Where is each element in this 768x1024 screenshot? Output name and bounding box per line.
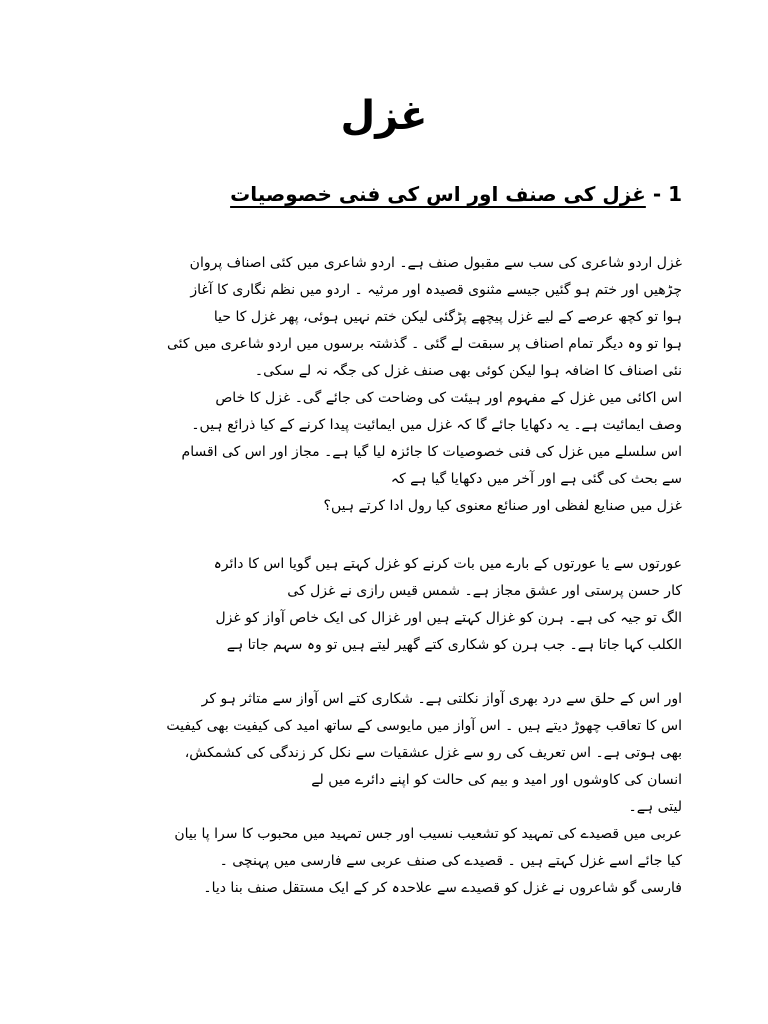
paragraph-line: اور اس کے حلق سے درد بھری آواز نکلتی ہے۔ شکاری کتے اس آواز سے متاثر ہو کر <box>201 691 682 707</box>
paragraph-definition <box>82 551 682 659</box>
paragraph-line: بھی ہوتی ہے۔ اس تعریف کی رو سے غزل عشقیات سے نکل کر زندگی کی کشمکش، <box>184 745 682 761</box>
paragraph-line: لیتی ہے۔ <box>628 799 682 815</box>
paragraph-origin <box>82 686 682 902</box>
paragraph-line: الگ تو جیہ کی ہے۔ ہرن کو غزال کہتے ہیں اور غزال کی ایک خاص آواز کو غزل <box>215 610 682 626</box>
paragraph-line: فارسی گو شاعروں نے غزل کو قصیدے سے علاحدہ کر کے ایک مستقل صنف بنا دیا۔ <box>203 880 682 896</box>
section-heading <box>230 176 682 212</box>
paragraph-introduction <box>82 250 682 520</box>
paragraph-line: غزل میں صنایع لفظی اور صنائع معنوی کیا رول ادا کرتے ہیں؟ <box>323 498 682 514</box>
paragraph-line: الکلب کہا جاتا ہے۔ جب ہرن کو شکاری کتے گھیر لیتے ہیں تو وہ سہم جاتا ہے <box>226 637 682 653</box>
section-heading-number: 1 - <box>652 182 682 206</box>
paragraph-line: سے بحث کی گئی ہے اور آخر میں دکھایا گیا ہے کہ <box>390 471 682 487</box>
paragraph-line: چڑھیں اور ختم ہو گئیں جیسے مثنوی قصیدہ اور مرثیہ ۔ اردو میں نظم نگاری کا آغاز <box>190 282 682 298</box>
paragraph-line: عربی میں قصیدے کی تمہید کو تشعیب نسیب اور جس تمہید میں محبوب کا سرا پا بیان <box>174 826 682 842</box>
paragraph-line: ہوا تو وہ دیگر تمام اصناف پر سبقت لے گئی ۔ گذشتہ برسوں میں اردو شاعری میں کئی <box>166 336 682 352</box>
paragraph-line: کیا جائے اسے غزل کہتے ہیں ۔ قصیدے کی صنف عربی سے فارسی میں پہنچی ۔ <box>219 853 682 869</box>
document-title: غزل <box>340 93 428 139</box>
paragraph-line: ہوا تو کچھ عرصے کے لیے غزل پیچھے پڑگئی لیکن ختم نہیں ہوئی، پھر غزل کا حیا <box>213 309 682 325</box>
paragraph-line: اس کا تعاقب چھوڑ دیتے ہیں ۔ اس آواز میں مایوسی کے ساتھ امید کی کیفیت بھی کیفیت <box>166 718 682 734</box>
paragraph-line: انسان کی کاوشوں اور امید و بیم کی حالت کو اپنے دائرے میں لے <box>311 772 682 788</box>
paragraph-line: نئی اصناف کا اضافہ ہوا لیکن کوئی بھی صنف غزل کی جگہ نہ لے سکی۔ <box>254 363 682 379</box>
section-heading-text: غزل کی صنف اور اس کی فنی خصوصیات <box>230 182 646 206</box>
paragraph-line: اس سلسلے میں غزل کی فنی خصوصیات کا جائزہ لیا گیا ہے۔ مجاز اور اس کی اقسام <box>181 444 682 460</box>
paragraph-line: عورتوں سے یا عورتوں کے بارے میں بات کرنے کو غزل کہتے ہیں گویا اس کا دائرہ <box>213 556 682 572</box>
paragraph-line: غزل اردو شاعری کی سب سے مقبول صنف ہے۔ اردو شاعری میں کئی اصناف پروان <box>189 255 682 271</box>
paragraph-line: وصف ایمائیت ہے۔ یہ دکھایا جائے گا کہ غزل میں ایمائیت پیدا کرنے کے کیا ذرائع ہیں۔ <box>191 417 682 433</box>
paragraph-line: کار حسن پرستی اور عشق مجاز ہے۔ شمس قیس رازی نے غزل کی <box>287 583 682 599</box>
paragraph-line: اس اکائی میں غزل کے مفہوم اور ہیئت کی وضاحت کی جائے گی۔ غزل کا خاص <box>215 390 682 406</box>
